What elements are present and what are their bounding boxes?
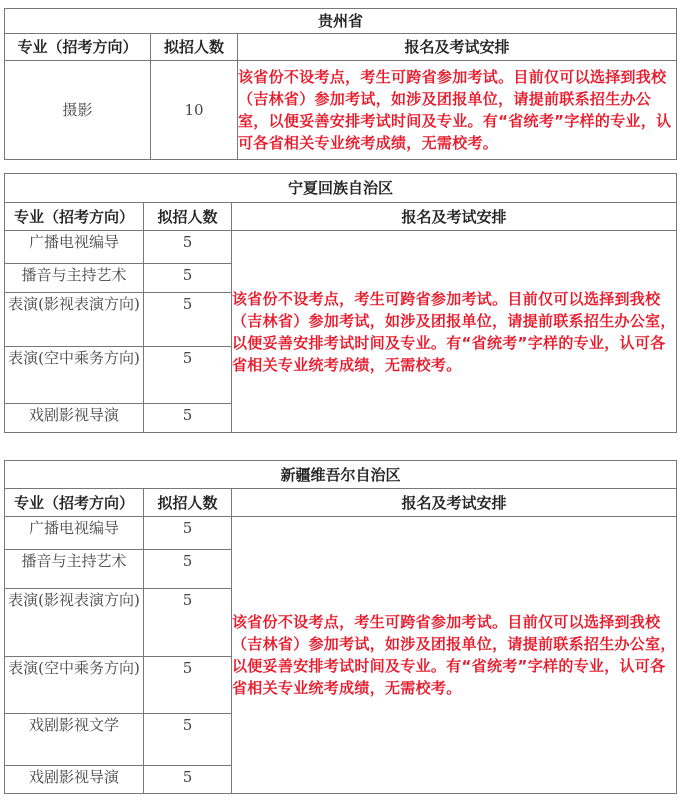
table-row	[5, 61, 677, 160]
count-cell: 5	[144, 347, 232, 404]
header-major: 专业（招考方向）	[5, 203, 144, 231]
table-row	[5, 517, 677, 550]
count-cell: 5	[144, 657, 232, 714]
count-cell: 5	[144, 714, 232, 766]
major-cell: 广播电视编导	[5, 517, 144, 550]
count-cell: 5	[144, 550, 232, 589]
arrangement-note: 该省份不设考点，考生可跨省参加考试。目前仅可以选择到我校（吉林省）参加考试，如涉及团报单位，请提前联系招生办公室，以便妥善安排考试时间及专业。有“省统考”字样的专业，认可各省相关专业统考成绩，无需校考。	[232, 231, 677, 433]
header-major: 专业（招考方向）	[5, 489, 144, 517]
major-cell: 表演(影视表演方向)	[5, 589, 144, 657]
major-cell: 播音与主持艺术	[5, 264, 144, 293]
major-cell: 表演(空中乘务方向)	[5, 657, 144, 714]
arrangement-note: 该省份不设考点，考生可跨省参加考试。目前仅可以选择到我校（吉林省）参加考试，如涉及团报单位，请提前联系招生办公室，以便妥善安排考试时间及专业。有“省统考”字样的专业，认可各省相关专业统考成绩，无需校考。	[238, 61, 677, 160]
count-cell: 5	[144, 517, 232, 550]
province-title: 宁夏回族自治区	[5, 174, 677, 203]
header-arrangement: 报名及考试安排	[238, 34, 677, 61]
province-title: 新疆维吾尔自治区	[5, 461, 677, 489]
major-cell: 播音与主持艺术	[5, 550, 144, 589]
count-cell: 5	[144, 404, 232, 433]
major-cell: 广播电视编导	[5, 231, 144, 264]
major-cell: 表演(影视表演方向)	[5, 293, 144, 347]
table-row	[5, 231, 677, 264]
count-cell: 10	[151, 61, 238, 160]
major-cell: 摄影	[5, 61, 151, 160]
count-cell: 5	[144, 231, 232, 264]
province-title: 贵州省	[5, 9, 677, 34]
header-arrangement: 报名及考试安排	[232, 203, 677, 231]
count-cell: 5	[144, 264, 232, 293]
header-count: 拟招人数	[144, 203, 232, 231]
count-cell: 5	[144, 589, 232, 657]
header-count: 拟招人数	[144, 489, 232, 517]
major-cell: 戏剧影视文学	[5, 714, 144, 766]
header-count: 拟招人数	[151, 34, 238, 61]
major-cell: 戏剧影视导演	[5, 404, 144, 433]
province-table-xinjiang	[4, 460, 677, 794]
header-arrangement: 报名及考试安排	[232, 489, 677, 517]
count-cell: 5	[144, 293, 232, 347]
header-major: 专业（招考方向）	[5, 34, 151, 61]
count-cell: 5	[144, 766, 232, 794]
province-table-guizhou	[4, 8, 677, 160]
province-table-ningxia	[4, 173, 677, 433]
arrangement-note: 该省份不设考点，考生可跨省参加考试。目前仅可以选择到我校（吉林省）参加考试，如涉及团报单位，请提前联系招生办公室，以便妥善安排考试时间及专业。有“省统考”字样的专业，认可各省相关专业统考成绩，无需校考。	[232, 517, 677, 794]
major-cell: 戏剧影视导演	[5, 766, 144, 794]
major-cell: 表演(空中乘务方向)	[5, 347, 144, 404]
